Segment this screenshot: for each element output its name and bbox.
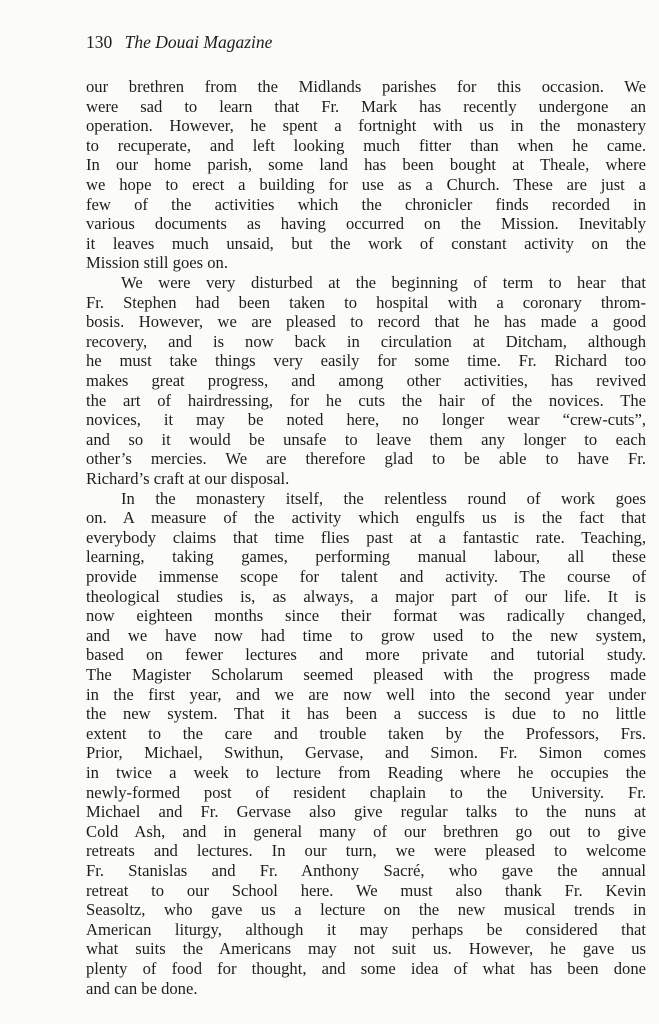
text-line: Mission still goes on.: [86, 253, 228, 273]
text-line: plenty of food for thought, and some idea of what has been done: [86, 959, 646, 978]
text-line: on. A measure of the activity which engulfs us is the fact that: [86, 508, 646, 528]
text-line: American liturgy, although it may perhaps be considered that: [86, 919, 646, 939]
text-line: We were very disturbed at the beginning of term to hear that: [121, 273, 646, 292]
text-line: In our home parish, some land has been bought at Theale, where: [86, 155, 646, 175]
text-line: and can be done.: [86, 978, 198, 998]
text-line: operation. However, he spent a fortnight with us in the monastery: [86, 116, 646, 136]
text-line: extent to the care and trouble taken by the Professors, Frs.: [86, 723, 646, 743]
text-line: Richard’s craft at our disposal.: [86, 469, 290, 488]
text-line: Cold Ash, and in general many of our brethren go out to give: [86, 821, 646, 841]
text-line: novices, it may be noted here, no longer wear “crew-cuts”,: [86, 410, 646, 430]
text-line: Michael and Fr. Gervase also give regular talks to the nuns at: [86, 802, 646, 822]
text-line: retreats and lectures. In our turn, we were pleased to welcome: [86, 841, 646, 861]
text-line: we hope to erect a building for use as a Church. These are just a: [86, 175, 646, 194]
running-title: The Douai Magazine: [124, 32, 273, 52]
text-line: learning, taking games, performing manual labour, all these: [86, 547, 646, 567]
text-line: bosis. However, we are pleased to record that he has made a good: [86, 312, 646, 332]
text-line: were sad to learn that Fr. Mark has recently undergone an: [86, 96, 646, 116]
text-line: the new system. That it has been a success is due to no little: [86, 704, 646, 724]
text-line: theological studies is, as always, a major part of our life. It is: [86, 586, 646, 606]
text-line: and we have now had time to grow used to the new system,: [86, 625, 646, 645]
text-line: In the monastery itself, the relentless round of work goes: [121, 488, 646, 508]
text-line: now eighteen months since their format was radically changed,: [86, 606, 646, 626]
text-line: in the first year, and we are now well into the second year under: [86, 684, 646, 704]
text-line: everybody claims that time flies past at a fantastic rate. Teaching,: [86, 527, 646, 547]
text-line: he must take things very easily for some time. Fr. Richard too: [86, 351, 646, 371]
text-line: few of the activities which the chronicler finds recorded in: [86, 194, 646, 214]
text-line: provide immense scope for talent and activity. The course of: [86, 567, 646, 586]
text-line: to recuperate, and left looking much fitter than when he came.: [86, 135, 646, 155]
page-number: 130: [86, 32, 113, 52]
text-line: and so it would be unsafe to leave them any longer to each: [86, 429, 646, 449]
text-line: retreat to our School here. We must also thank Fr. Kevin: [86, 880, 646, 900]
text-line: Seasoltz, who gave us a lecture on the new musical trends in: [86, 900, 646, 920]
text-line: Prior, Michael, Swithun, Gervase, and Simon. Fr. Simon comes: [86, 743, 646, 763]
text-line: Fr. Stephen had been taken to hospital with a coronary throm-: [86, 292, 646, 312]
text-line: in twice a week to lecture from Reading where he occupies the: [86, 763, 646, 782]
text-line: various documents as having occurred on the Mission. Inevitably: [86, 214, 646, 234]
text-line: makes great progress, and among other activities, has revived: [86, 371, 646, 390]
text-line: recovery, and is now back in circulation at Ditcham, although: [86, 331, 646, 351]
text-line: it leaves much unsaid, but the work of constant activity on the: [86, 233, 646, 253]
text-line: other’s mercies. We are therefore glad to be able to have Fr.: [86, 449, 646, 469]
text-line: the art of hairdressing, for he cuts the hair of the novices. The: [86, 390, 646, 410]
text-line: based on fewer lectures and more private and tutorial study.: [86, 645, 646, 665]
text-line: what suits the Americans may not suit us. However, he gave us: [86, 939, 646, 959]
text-line: The Magister Scholarum seemed pleased with the progress made: [86, 665, 646, 684]
text-line: our brethren from the Midlands parishes for this occasion. We: [86, 77, 646, 96]
text-line: newly-formed post of resident chaplain to the University. Fr.: [86, 782, 646, 802]
running-header: [86, 32, 272, 52]
text-line: Fr. Stanislas and Fr. Anthony Sacré, who gave the annual: [86, 861, 646, 880]
